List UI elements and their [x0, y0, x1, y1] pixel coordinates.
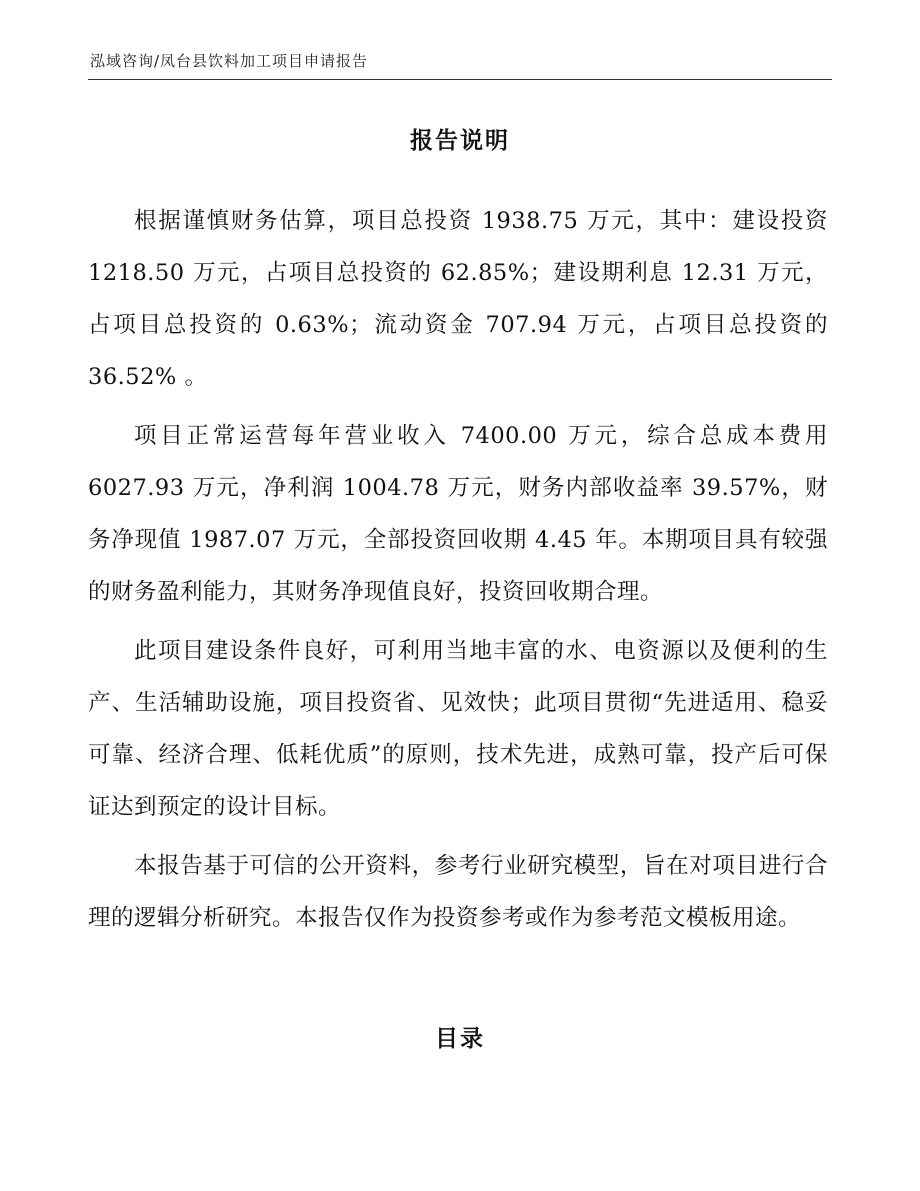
paragraph-financials: 项目正常运营每年营业收入 7400.00 万元，综合总成本费用 6027.93 万元，净利润 1004.78 万元，财务内部收益率 39.57%，财务净现值 1987.07 万元，全部投资回收期 4.45 年。本期项目具有较强的财务盈利能力，其财务净现值良好，投资回收期合理。 — [88, 423, 828, 605]
paragraph-disclaimer: 本报告基于可信的公开资料，参考行业研究模型，旨在对项目进行合理的逻辑分析研究。本报告仅作为投资参考或作为参考范文模板用途。 — [88, 853, 828, 931]
paragraph-investment: 根据谨慎财务估算，项目总投资 1938.75 万元，其中：建设投资 1218.50 万元，占项目总投资的 62.85%；建设期利息 12.31 万元，占项目总投资的 0.63%；流动资金 707.94 万元，占项目总投资的 36.52% 。 — [88, 208, 828, 390]
report-description-title: 报告说明 — [410, 128, 510, 154]
report-description-body — [88, 195, 828, 951]
running-header: 泓域咨询/凤台县饮料加工项目申请报告 — [90, 52, 369, 70]
table-of-contents-title: 目录 — [435, 1026, 485, 1052]
header-divider — [88, 79, 832, 80]
paragraph-conditions: 此项目建设条件良好，可利用当地丰富的水、电资源以及便利的生产、生活辅助设施，项目投资省、见效快；此项目贯彻“先进适用、稳妥可靠、经济合理、低耗优质”的原则，技术先进，成熟可靠，投产后可保证达到预定的设计目标。 — [88, 638, 828, 820]
